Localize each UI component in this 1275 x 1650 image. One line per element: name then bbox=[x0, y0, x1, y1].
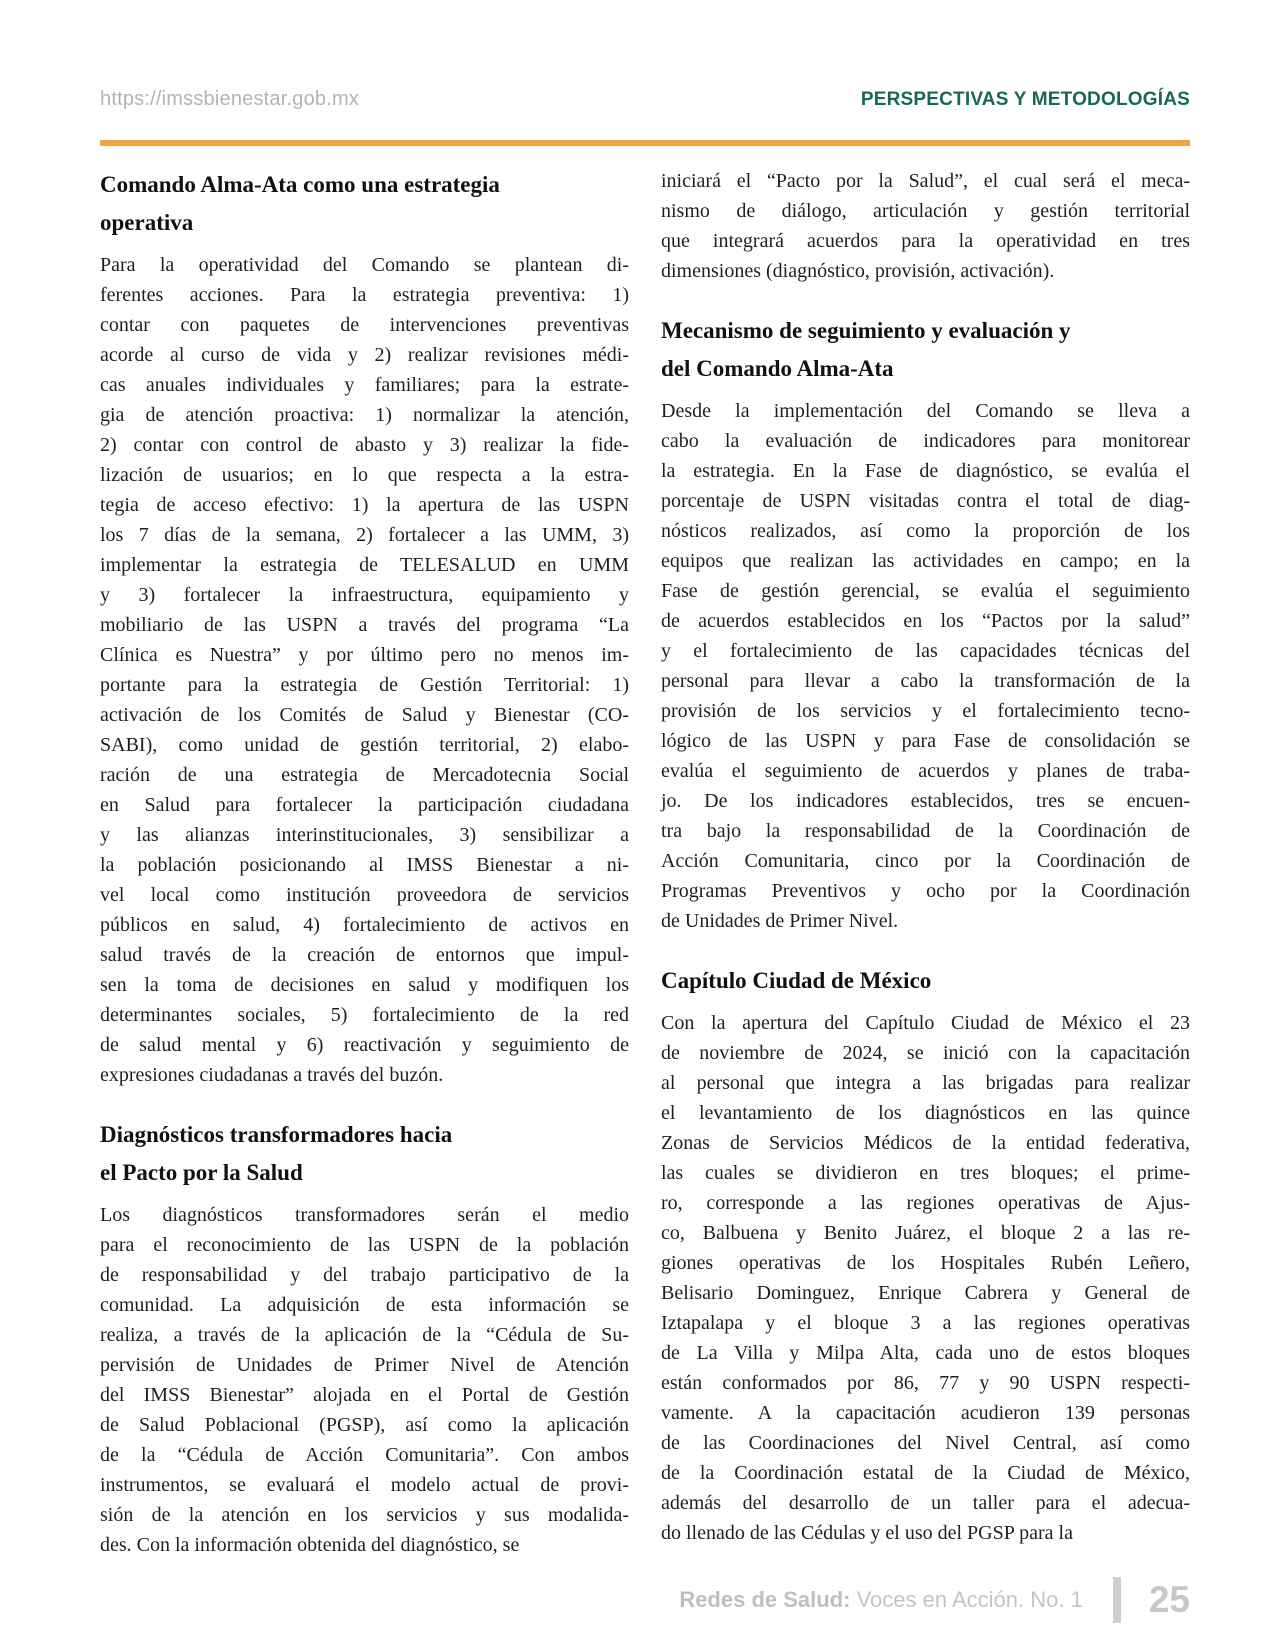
text-line: vamente. A la capacitación acudieron 139 personas bbox=[661, 1402, 1190, 1424]
text-line: cabo la evaluación de indicadores para monitorear bbox=[661, 430, 1190, 452]
body-paragraph bbox=[100, 1200, 629, 1560]
text-line: Belisario Dominguez, Enrique Cabrera y General de bbox=[661, 1282, 1190, 1304]
text-line: que integrará acuerdos para la operatividad en tres bbox=[661, 230, 1190, 252]
text-line: la estrategia. En la Fase de diagnóstico, se evalúa el bbox=[661, 460, 1190, 482]
text-line: equipos que realizan las actividades en campo; en la bbox=[661, 550, 1190, 572]
text-line: jo. De los indicadores establecidos, tres se encuen- bbox=[661, 790, 1190, 812]
section-heading bbox=[100, 1116, 629, 1192]
journal-title bbox=[679, 1587, 1083, 1613]
text-line: de noviembre de 2024, se inició con la capacitación bbox=[661, 1042, 1190, 1064]
text-line: el levantamiento de los diagnósticos en las quince bbox=[661, 1102, 1190, 1124]
text-line: Con la apertura del Capítulo Ciudad de México el 23 bbox=[661, 1012, 1190, 1034]
header-rule bbox=[100, 140, 1190, 146]
text-line: salud través de la creación de entornos que impul- bbox=[100, 944, 629, 966]
text-line: de responsabilidad y del trabajo participativo de la bbox=[100, 1264, 629, 1286]
text-line: de la Coordinación estatal de la Ciudad de México, bbox=[661, 1462, 1190, 1484]
text-line: lización de usuarios; en lo que respecta a la estra- bbox=[100, 464, 629, 486]
text-line: SABI), como unidad de gestión territorial, 2) elabo- bbox=[100, 734, 629, 756]
text-line: del IMSS Bienestar” alojada en el Portal de Gestión bbox=[100, 1384, 629, 1406]
journal-title-rest: Voces en Acción. No. 1 bbox=[850, 1587, 1083, 1612]
text-line: y las alianzas interinstitucionales, 3) sensibilizar a bbox=[100, 824, 629, 846]
text-line: las cuales se dividieron en tres bloques; el prime- bbox=[661, 1162, 1190, 1184]
text-line: tra bajo la responsabilidad de la Coordinación de bbox=[661, 820, 1190, 842]
text-line: y 3) fortalecer la infraestructura, equipamiento y bbox=[100, 584, 629, 606]
header-url: https://imssbienestar.gob.mx bbox=[100, 88, 360, 110]
text-line: Programas Preventivos y ocho por la Coordinación bbox=[661, 880, 1190, 902]
text-line: provisión de los servicios y el fortalecimiento tecno- bbox=[661, 700, 1190, 722]
left-column bbox=[100, 166, 629, 1586]
text-line: iniciará el “Pacto por la Salud”, el cual será el meca- bbox=[661, 170, 1190, 192]
text-line: Clínica es Nuestra” y por último pero no menos im- bbox=[100, 644, 629, 666]
text-line: dimensiones (diagnóstico, provisión, activación). bbox=[661, 260, 1055, 282]
text-line: pervisión de Unidades de Primer Nivel de Atención bbox=[100, 1354, 629, 1376]
text-line: Zonas de Servicios Médicos de la entidad federativa, bbox=[661, 1132, 1190, 1154]
text-line: mobiliario de las USPN a través del programa “La bbox=[100, 614, 629, 636]
text-line: tegia de acceso efectivo: 1) la apertura de las USPN bbox=[100, 494, 629, 516]
text-line: en Salud para fortalecer la participación ciudadana bbox=[100, 794, 629, 816]
text-line: de Salud Poblacional (PGSP), así como la aplicación bbox=[100, 1414, 629, 1436]
text-line: gia de atención proactiva: 1) normalizar la atención, bbox=[100, 404, 629, 426]
text-line: nismo de diálogo, articulación y gestión territorial bbox=[661, 200, 1190, 222]
text-line: implementar la estrategia de TELESALUD en UMM bbox=[100, 554, 629, 576]
body-paragraph bbox=[661, 166, 1190, 286]
text-line: de Unidades de Primer Nivel. bbox=[661, 910, 899, 932]
text-line: están conformados por 86, 77 y 90 USPN respecti- bbox=[661, 1372, 1190, 1394]
text-line: de La Villa y Milpa Alta, cada uno de estos bloques bbox=[661, 1342, 1190, 1364]
text-line: de la “Cédula de Acción Comunitaria”. Con ambos bbox=[100, 1444, 629, 1466]
text-line: sen la toma de decisiones en salud y modifiquen los bbox=[100, 974, 629, 996]
text-line: realiza, a través de la aplicación de la “Cédula de Su- bbox=[100, 1324, 629, 1346]
page-footer bbox=[679, 1577, 1190, 1623]
text-line: Iztapalapa y el bloque 3 a las regiones operativas bbox=[661, 1312, 1190, 1334]
text-line: la población posicionando al IMSS Bienestar a ni- bbox=[100, 854, 629, 876]
text-line: de acuerdos establecidos en los “Pactos por la salud” bbox=[661, 610, 1190, 632]
text-line: 2) contar con control de abasto y 3) realizar la fide- bbox=[100, 434, 629, 456]
text-line: Comando Alma-Ata como una estrategia bbox=[100, 172, 500, 197]
section-heading bbox=[661, 962, 1190, 1000]
text-line: Diagnósticos transformadores hacia bbox=[100, 1122, 453, 1147]
body-paragraph bbox=[100, 250, 629, 1090]
text-line: do llenado de las Cédulas y el uso del PGSP para la bbox=[661, 1522, 1073, 1544]
text-line: personal para llevar a cabo la transformación de la bbox=[661, 670, 1190, 692]
right-column bbox=[661, 166, 1190, 1586]
text-line: públicos en salud, 4) fortalecimiento de activos en bbox=[100, 914, 629, 936]
text-line: sión de la atención en los servicios y sus modalida- bbox=[100, 1504, 629, 1526]
text-line: para el reconocimiento de las USPN de la población bbox=[100, 1234, 629, 1256]
text-line: Los diagnósticos transformadores serán el medio bbox=[100, 1204, 629, 1226]
text-line: ro, corresponde a las regiones operativas de Ajus- bbox=[661, 1192, 1190, 1214]
text-line: ración de una estrategia de Mercadotecnia Social bbox=[100, 764, 629, 786]
page-header bbox=[100, 88, 1190, 111]
section-heading bbox=[661, 312, 1190, 388]
text-line: Capítulo Ciudad de México bbox=[661, 968, 932, 993]
body-paragraph bbox=[661, 1008, 1190, 1548]
text-line: giones operativas de los Hospitales Rubén Leñero, bbox=[661, 1252, 1190, 1274]
header-section-title: PERSPECTIVAS Y METODOLOGÍAS bbox=[860, 89, 1190, 110]
text-line: el Pacto por la Salud bbox=[100, 1160, 303, 1185]
text-line: de las Coordinaciones del Nivel Central, así como bbox=[661, 1432, 1190, 1454]
text-line: activación de los Comités de Salud y Bienestar (CO- bbox=[100, 704, 629, 726]
text-line: cas anuales individuales y familiares; para la estrate- bbox=[100, 374, 629, 396]
text-line: Mecanismo de seguimiento y evaluación y bbox=[661, 318, 1071, 343]
text-line: portante para la estrategia de Gestión Territorial: 1) bbox=[100, 674, 629, 696]
text-line: contar con paquetes de intervenciones preventivas bbox=[100, 314, 629, 336]
article-body bbox=[100, 166, 1190, 1586]
text-line: Para la operatividad del Comando se plantean di- bbox=[100, 254, 629, 276]
text-line: y el fortalecimiento de las capacidades técnicas del bbox=[661, 640, 1190, 662]
text-line: expresiones ciudadanas a través del buzón. bbox=[100, 1064, 444, 1086]
text-line: determinantes sociales, 5) fortalecimiento de la red bbox=[100, 1004, 629, 1026]
body-paragraph bbox=[661, 396, 1190, 936]
text-line: vel local como institución proveedora de servicios bbox=[100, 884, 629, 906]
text-line: lógico de las USPN y para Fase de consolidación se bbox=[661, 730, 1190, 752]
text-line: comunidad. La adquisición de esta información se bbox=[100, 1294, 629, 1316]
text-line: acorde al curso de vida y 2) realizar revisiones médi- bbox=[100, 344, 629, 366]
section-heading bbox=[100, 166, 629, 242]
text-line: Fase de gestión gerencial, se evalúa el seguimiento bbox=[661, 580, 1190, 602]
text-line: operativa bbox=[100, 210, 194, 235]
text-line: instrumentos, se evaluará el modelo actual de provi- bbox=[100, 1474, 629, 1496]
footer-divider bbox=[1113, 1577, 1121, 1623]
text-line: Desde la implementación del Comando se lleva a bbox=[661, 400, 1190, 422]
text-line: co, Balbuena y Benito Juárez, el bloque 2 a las re- bbox=[661, 1222, 1190, 1244]
journal-title-bold: Redes de Salud: bbox=[679, 1587, 851, 1612]
text-line: ferentes acciones. Para la estrategia preventiva: 1) bbox=[100, 284, 629, 306]
text-line: además del desarrollo de un taller para el adecua- bbox=[661, 1492, 1190, 1514]
page-number: 25 bbox=[1148, 1579, 1190, 1620]
text-line: los 7 días de la semana, 2) fortalecer a las UMM, 3) bbox=[100, 524, 629, 546]
text-line: nósticos realizados, así como la proporción de los bbox=[661, 520, 1190, 542]
text-line: evalúa el seguimiento de acuerdos y planes de traba- bbox=[661, 760, 1190, 782]
text-line: del Comando Alma-Ata bbox=[661, 356, 894, 381]
text-line: porcentaje de USPN visitadas contra el total de diag- bbox=[661, 490, 1190, 512]
text-line: al personal que integra a las brigadas para realizar bbox=[661, 1072, 1190, 1094]
text-line: Acción Comunitaria, cinco por la Coordinación de bbox=[661, 850, 1190, 872]
text-line: des. Con la información obtenida del diagnóstico, se bbox=[100, 1534, 520, 1556]
text-line: de salud mental y 6) reactivación y seguimiento de bbox=[100, 1034, 629, 1056]
